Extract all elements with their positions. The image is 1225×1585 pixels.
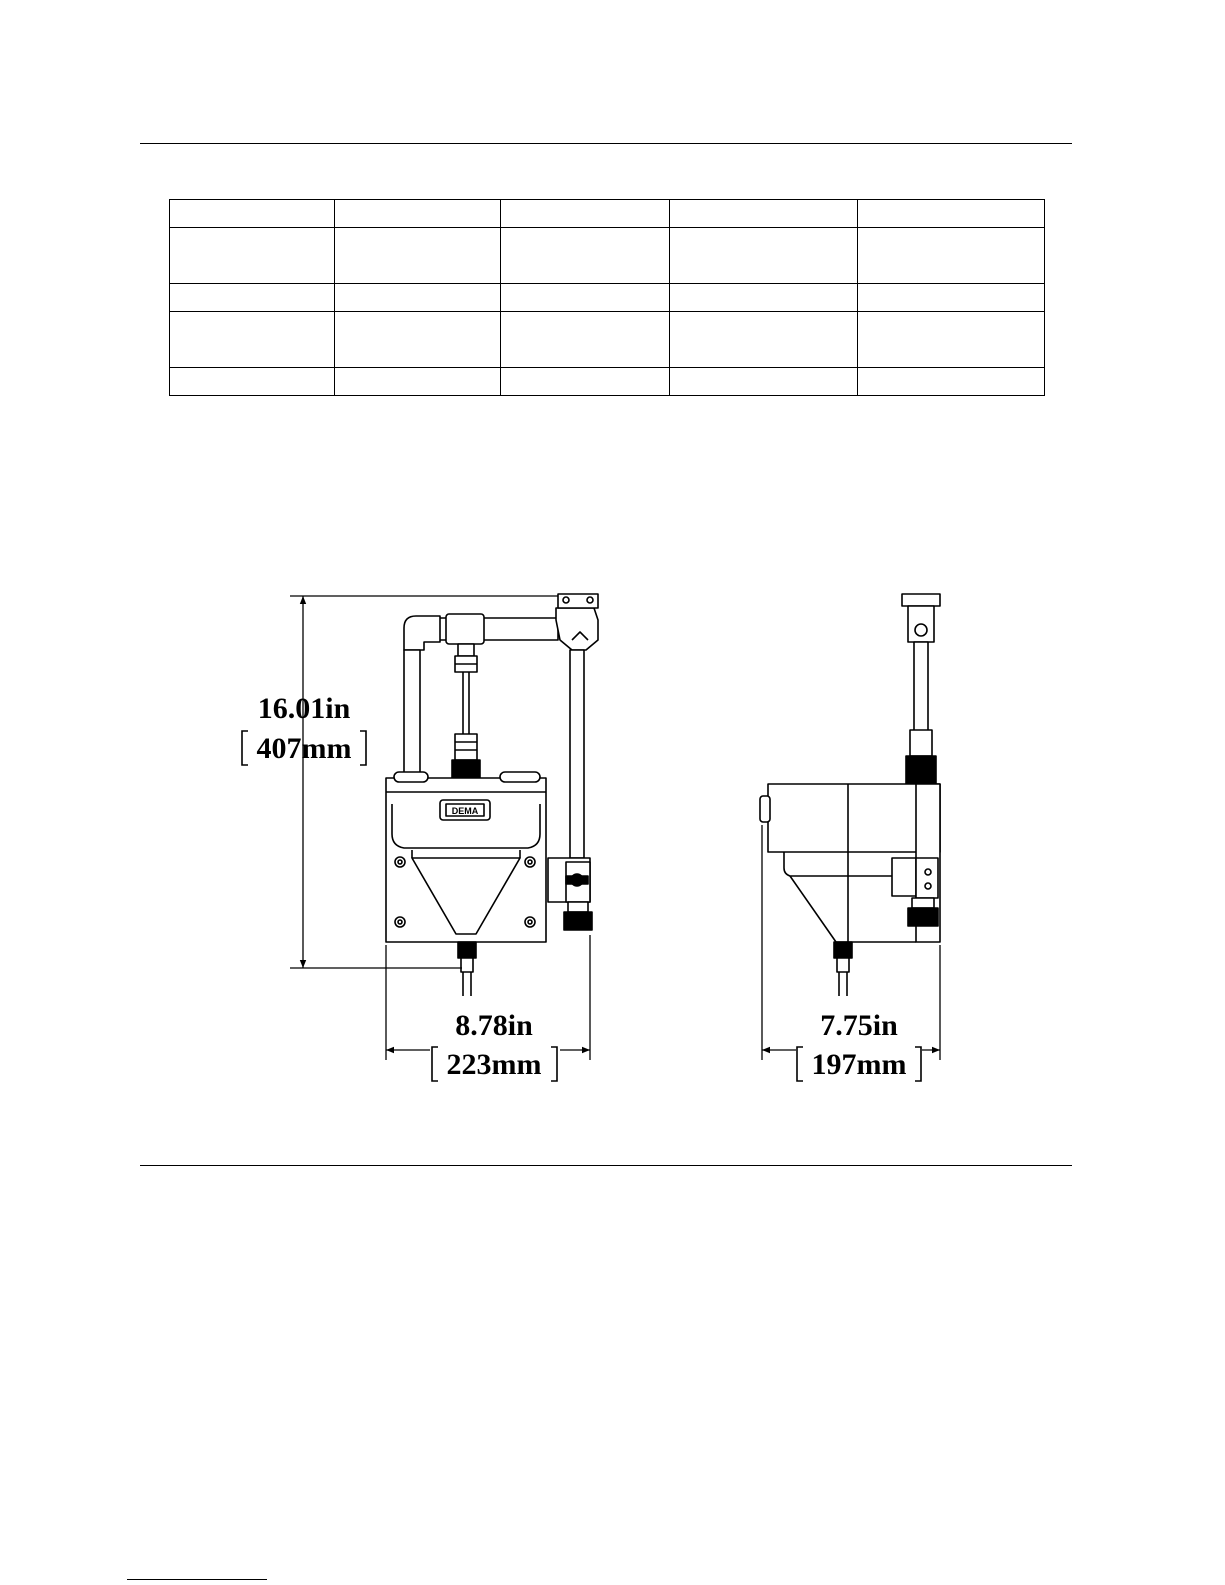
front-view — [386, 594, 598, 996]
front-width-imperial-label: 8.78in — [455, 1009, 533, 1042]
side-width-metric-label: 197mm — [811, 1048, 907, 1081]
side-view — [760, 594, 940, 996]
side-width-imperial-label: 7.75in — [820, 1009, 898, 1042]
nameplate-text: DEMA — [451, 806, 479, 816]
height-metric-label: 407mm — [256, 732, 352, 765]
bottom-rule — [140, 1165, 1072, 1166]
front-width-metric-label: 223mm — [446, 1048, 542, 1081]
footnote-rule — [127, 1579, 267, 1580]
height-imperial-label: 16.01in — [257, 692, 351, 725]
